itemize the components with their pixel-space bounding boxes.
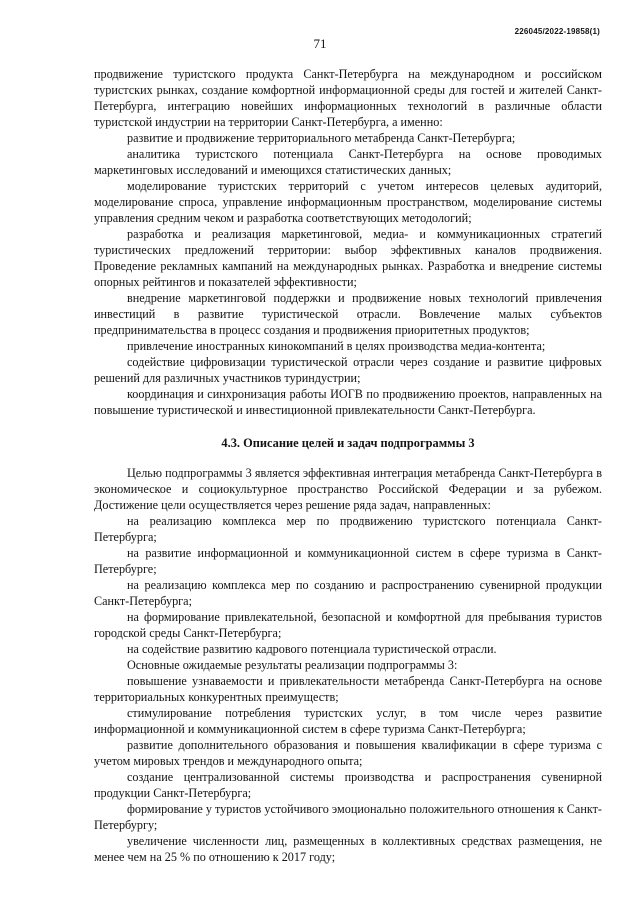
paragraph: создание централизованной системы производства и распространения сувенирной продукции Санкт-Петербурга; bbox=[94, 770, 602, 800]
paragraph: на содействие развитию кадрового потенциала туристической отрасли. bbox=[127, 642, 497, 656]
paragraph: моделирование туристских территорий с учетом интересов целевых аудиторий, моделирование спроса, управление информационным пространством, моделирование системы управления средним чеком и разработка соответствующих методологий; bbox=[94, 179, 602, 225]
paragraph: развитие и продвижение территориального метабренда Санкт-Петербурга; bbox=[127, 131, 516, 145]
paragraph: на формирование привлекательной, безопасной и комфортной для пребывания туристов городской среды Санкт-Петербурга; bbox=[94, 610, 602, 640]
paragraph: продвижение туристского продукта Санкт-Петербурга на международном и российском туристских рынках, создание комфортной информационной среды для гостей и жителей Санкт-Петербурга, интеграцию новейших информационных технологий в различные области туристской индустрии на территории Санкт-Петербурга, а именно: bbox=[94, 67, 602, 129]
paragraph: на реализацию комплекса мер по созданию и распространению сувенирной продукции Санкт-Петербурга; bbox=[94, 578, 602, 608]
document-body bbox=[94, 66, 602, 865]
paragraph: внедрение маркетинговой поддержки и продвижение новых технологий привлечения инвестиций в развитие туристической отрасли. Вовлечение малых субъектов предпринимательства в процесс создания и продвижения приоритетных продуктов; bbox=[94, 291, 602, 337]
page-number: 71 bbox=[313, 36, 327, 51]
paragraph: Целью подпрограммы 3 является эффективная интеграция метабренда Санкт-Петербурга в экономическое и социокультурное пространство Российской Федерации и за рубежом. Достижение цели осуществляется через решение ряда задач, направленных: bbox=[94, 466, 602, 512]
paragraph: Основные ожидаемые результаты реализации подпрограммы 3: bbox=[127, 658, 458, 672]
paragraph: на реализацию комплекса мер по продвижению туристского потенциала Санкт-Петербурга; bbox=[94, 514, 602, 544]
document-registration-number: 226045/2022-19858(1) bbox=[514, 27, 600, 36]
paragraph: формирование у туристов устойчивого эмоционально положительного отношения к Санкт-Петербургу; bbox=[94, 802, 602, 832]
paragraph: на развитие информационной и коммуникационной систем в сфере туризма в Санкт-Петербурге; bbox=[94, 546, 602, 576]
paragraph: повышение узнаваемости и привлекательности метабренда Санкт-Петербурга на основе территориальных конкурентных преимуществ; bbox=[94, 674, 602, 704]
paragraph: увеличение численности лиц, размещенных в коллективных средствах размещения, не менее чем на 25 % по отношению к 2017 году; bbox=[94, 834, 602, 864]
paragraph: координация и синхронизация работы ИОГВ по продвижению проектов, направленных на повышение туристической и инвестиционной привлекательности Санкт-Петербурга. bbox=[94, 387, 602, 417]
paragraph: развитие дополнительного образования и повышения квалификации в сфере туризма с учетом мировых трендов и международного опыта; bbox=[94, 738, 602, 768]
paragraph: разработка и реализация маркетинговой, медиа- и коммуникационных стратегий туристических предложений территории: выбор эффективных каналов продвижения. Проведение рекламных кампаний на международных рынках. Разработка и внедрение системы опорных рейтингов и показателей эффективности; bbox=[94, 227, 602, 289]
paragraph: содействие цифровизации туристической отрасли через создание и развитие цифровых решений для различных участников туриндустрии; bbox=[94, 355, 602, 385]
paragraph: аналитика туристского потенциала Санкт-Петербурга на основе проводимых маркетинговых исследований и имеющихся статистических данных; bbox=[94, 147, 602, 177]
paragraph: привлечение иностранных кинокомпаний в целях производства медиа-контента; bbox=[127, 339, 546, 353]
paragraph: стимулирование потребления туристских услуг, в том числе через развитие информационной и коммуникационной систем в сфере туризма Санкт-Петербурга; bbox=[94, 706, 602, 736]
section-heading: 4.3. Описание целей и задач подпрограммы 3 bbox=[221, 436, 475, 450]
